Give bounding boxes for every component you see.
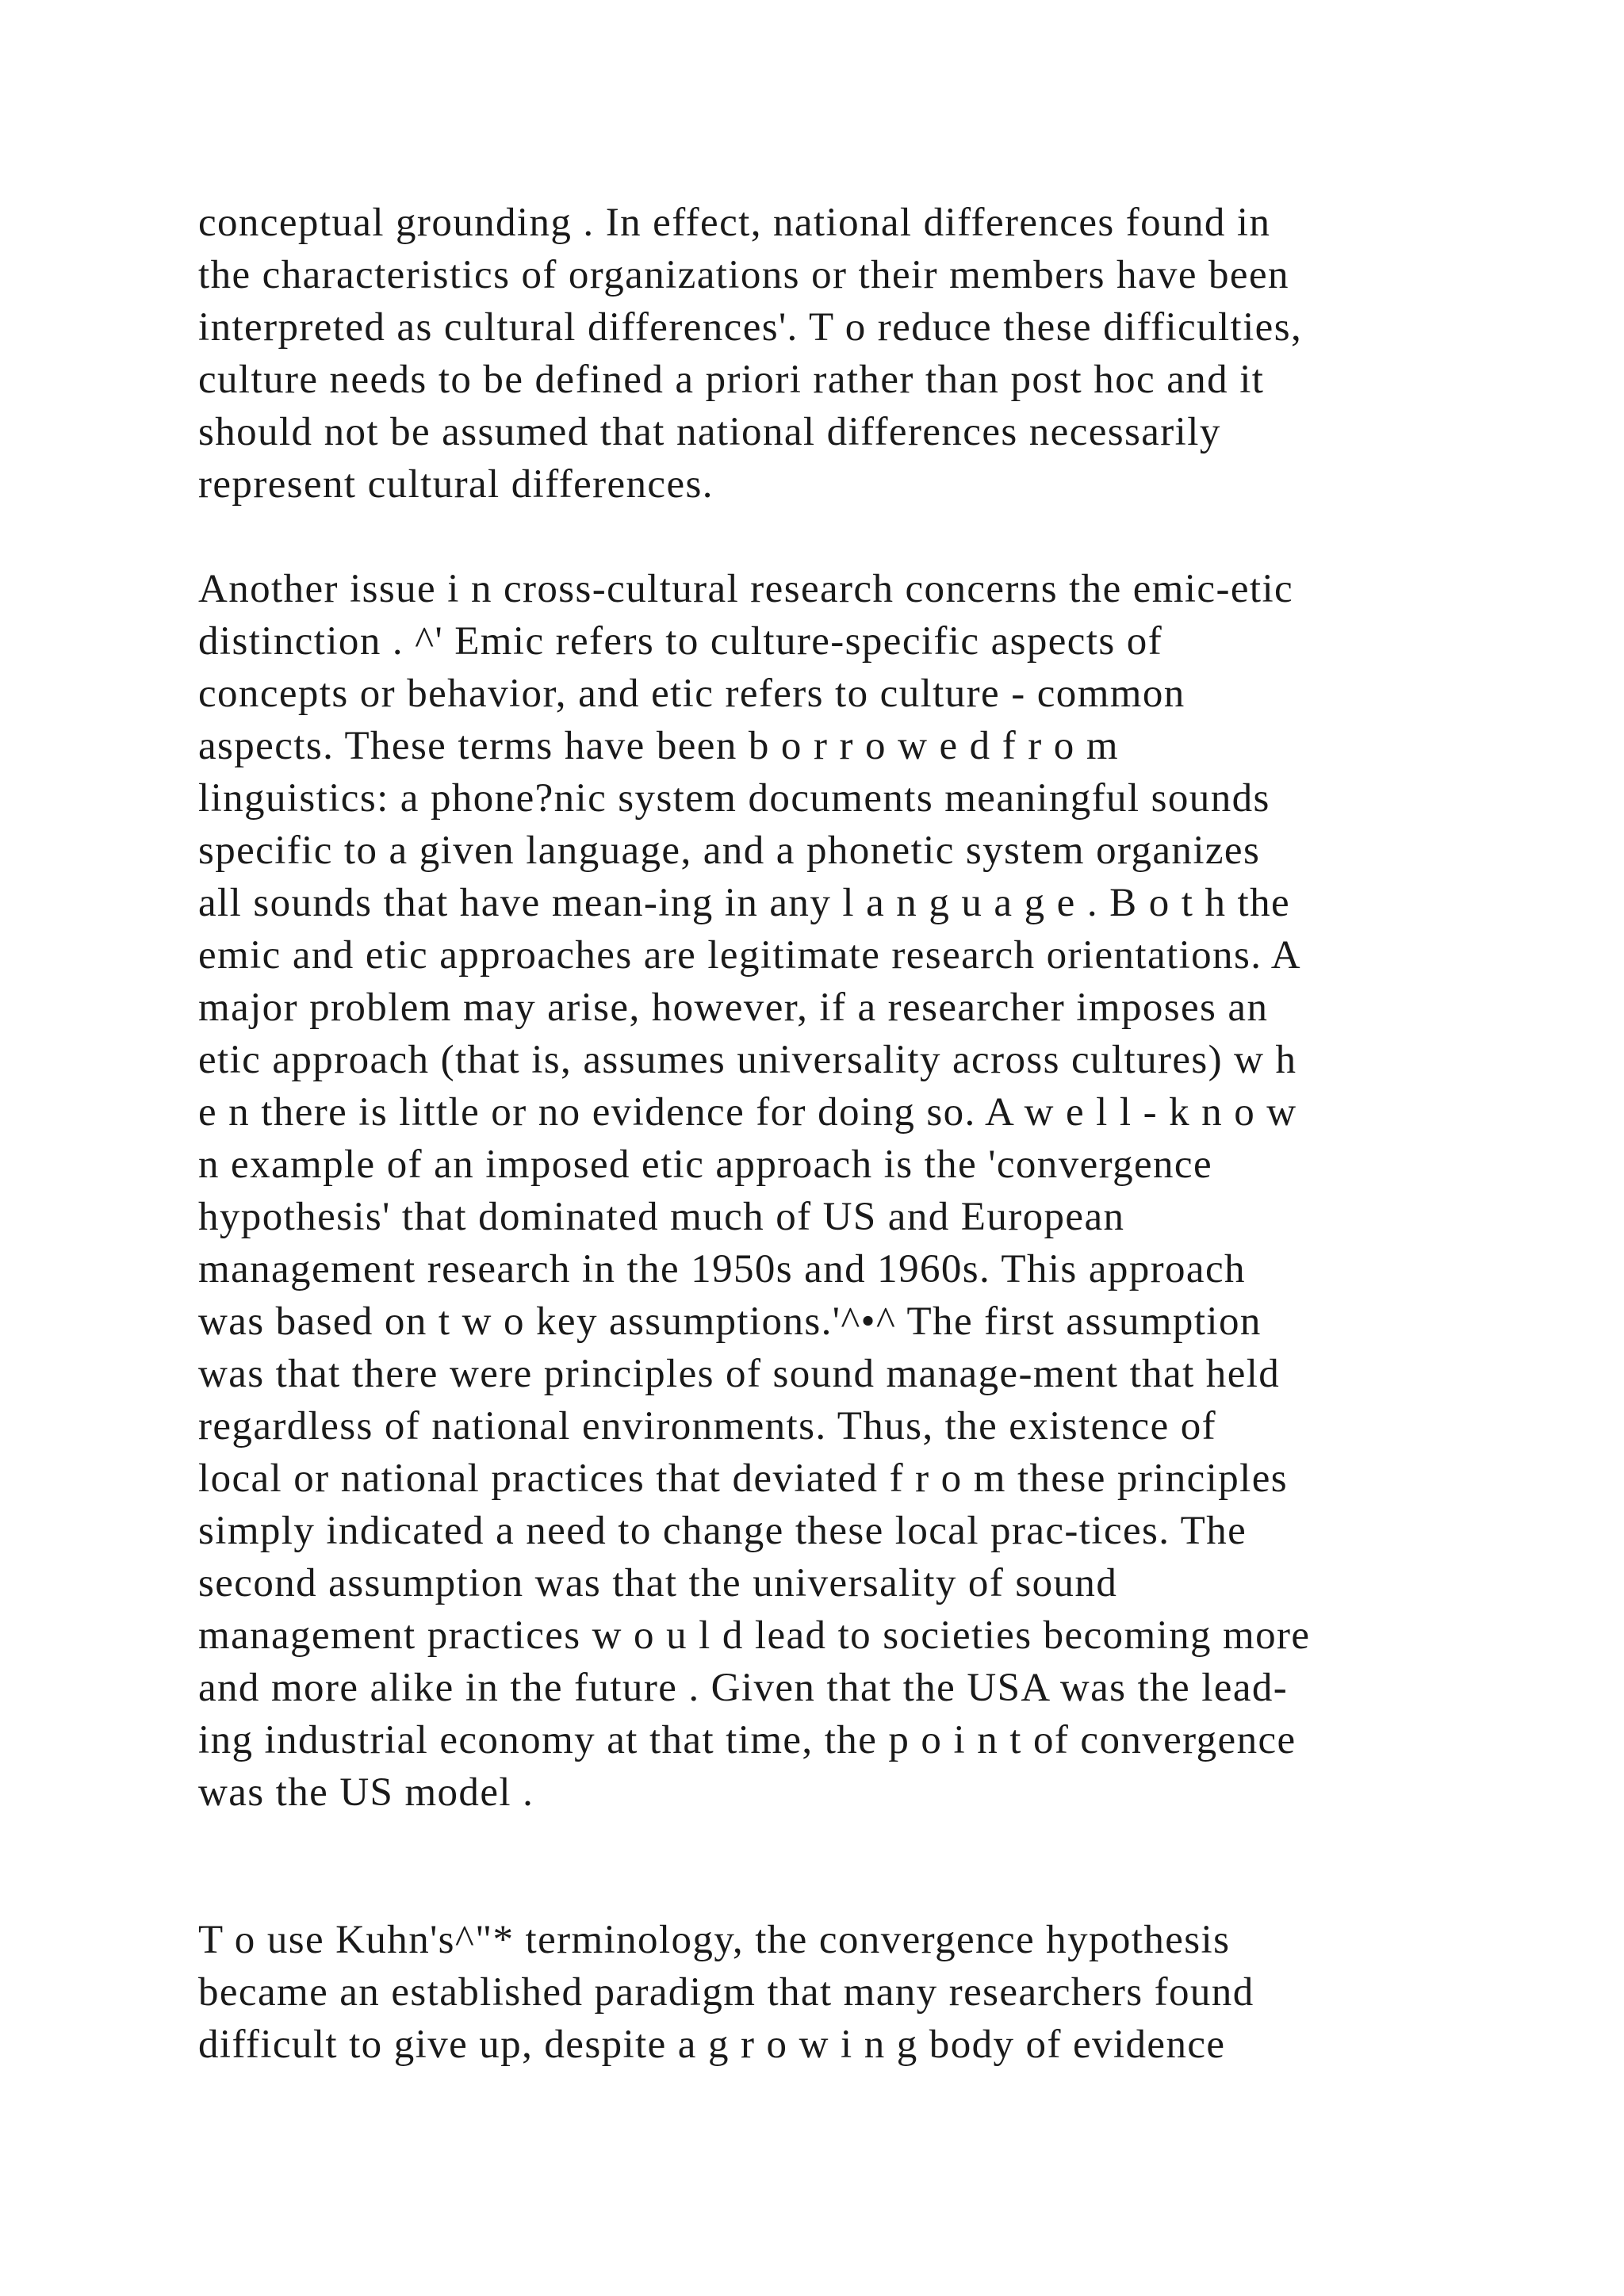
- text-line: distinction . ^' Emic refers to culture-specific aspects of: [198, 619, 1163, 664]
- text-line: T o use Kuhn's^"* terminology, the convergence hypothesis: [198, 1918, 1231, 1962]
- text-line: ing industrial economy at that time, the p o i n t of convergence: [198, 1718, 1297, 1762]
- text-line: was the US model .: [198, 1770, 534, 1815]
- text-line: local or national practices that deviated f r o m these principles: [198, 1456, 1288, 1501]
- text-line: was based on t w o key assumptions.'^•^ The first assumption: [198, 1299, 1262, 1344]
- text-line: was that there were principles of sound manage-ment that held: [198, 1352, 1281, 1396]
- text-line: aspects. These terms have been b o r r o w e d f r o m: [198, 724, 1119, 768]
- text-line: specific to a given language, and a phonetic system organizes: [198, 828, 1261, 873]
- text-line: management research in the 1950s and 1960s. This approach: [198, 1247, 1246, 1292]
- text-line: represent cultural differences.: [198, 462, 714, 507]
- text-line: simply indicated a need to change these local prac-tices. The: [198, 1509, 1247, 1553]
- text-line: management practices w o u l d lead to societies becoming more: [198, 1613, 1311, 1658]
- paragraph-3: [198, 1914, 1546, 2071]
- text-line: n example of an imposed etic approach is the 'convergence: [198, 1142, 1212, 1187]
- paragraph-2: [198, 563, 1546, 1819]
- text-line: difficult to give up, despite a g r o w i n g body of evidence: [198, 2022, 1226, 2067]
- text-line: became an established paradigm that many researchers found: [198, 1970, 1254, 2015]
- text-line: interpreted as cultural differences'. T o reduce these difficulties,: [198, 305, 1303, 350]
- text-line: second assumption was that the universality of sound: [198, 1561, 1118, 1605]
- text-line: should not be assumed that national differences necessarily: [198, 410, 1221, 454]
- text-line: e n there is little or no evidence for doing so. A w e l l - k n o w: [198, 1090, 1297, 1135]
- text-line: linguistics: a phone?nic system documents meaningful sounds: [198, 776, 1270, 821]
- text-line: the characteristics of organizations or their members have been: [198, 253, 1289, 297]
- text-line: conceptual grounding . In effect, national differences found in: [198, 201, 1271, 245]
- text-line: all sounds that have mean-ing in any l a n g u a g e . B o t h the: [198, 881, 1291, 925]
- text-line: Another issue i n cross-cultural research concerns the emic-etic: [198, 567, 1294, 611]
- text-line: culture needs to be defined a priori rather than post hoc and it: [198, 358, 1265, 402]
- text-line: regardless of national environments. Thus, the existence of: [198, 1404, 1217, 1448]
- text-line: major problem may arise, however, if a researcher imposes an: [198, 985, 1269, 1030]
- text-line: etic approach (that is, assumes universality across cultures) w h: [198, 1038, 1297, 1082]
- text-line: emic and etic approaches are legitimate research orientations. A: [198, 933, 1301, 978]
- text-line: hypothesis' that dominated much of US and European: [198, 1195, 1125, 1239]
- text-line: and more alike in the future . Given that the USA was the lead-: [198, 1666, 1289, 1710]
- paragraph-1: [198, 197, 1546, 511]
- text-line: concepts or behavior, and etic refers to culture - common: [198, 672, 1185, 716]
